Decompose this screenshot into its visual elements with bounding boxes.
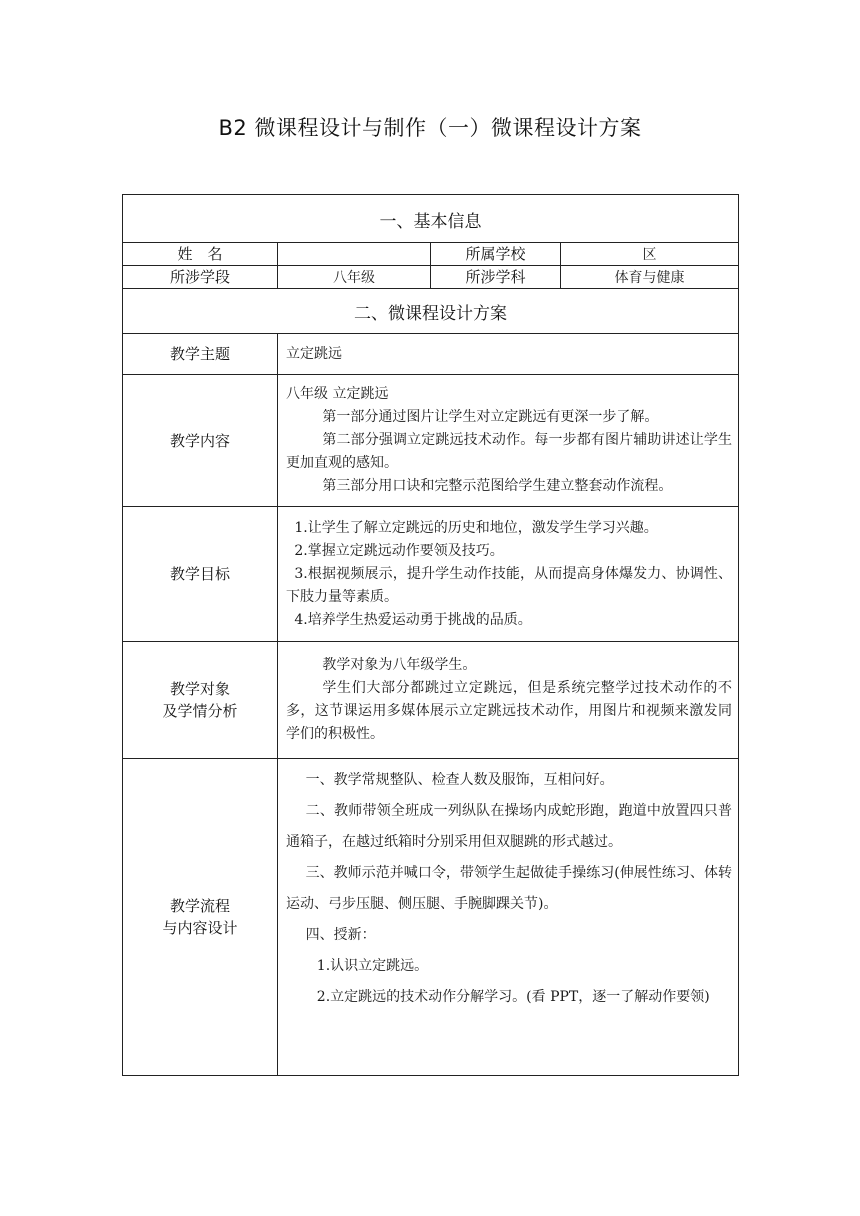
process-line: 2.立定跳远的技术动作分解学习。(看 PPT，逐一了解动作要领) <box>316 989 710 1005</box>
process-cell <box>278 759 739 1076</box>
goals-cell <box>278 507 739 642</box>
stage-subject-row <box>123 266 739 289</box>
section1-heading: 一、基本信息 <box>123 195 739 243</box>
document-title: B2 微课程设计与制作（一）微课程设计方案 <box>218 116 642 140</box>
content-row <box>123 375 739 507</box>
audience-label-line2: 及学情分析 <box>162 702 238 720</box>
process-line: 二、教师带领全班成一列纵队在操场内成蛇形跑，跑道中放置四只普通箱子，在越过纸箱时分别采用但双腿跳的形式越过。 <box>286 803 732 850</box>
audience-label <box>123 642 278 759</box>
goal-item: 4.培养学生热爱运动勇于挑战的品质。 <box>294 611 532 628</box>
section1-heading-row <box>123 195 739 243</box>
content-line: 八年级 立定跳远 <box>286 386 389 402</box>
subject-value: 体育与健康 <box>561 266 739 289</box>
topic-value-cell <box>278 334 739 375</box>
topic-row <box>123 334 739 375</box>
content-line: 第二部分强调立定跳远技术动作。每一步都有图片辅助讲述让学生更加直观的感知。 <box>286 432 732 471</box>
process-line: 一、教学常规整队、检查人数及服饰，互相问好。 <box>305 772 614 788</box>
school-label: 所属学校 <box>431 243 561 266</box>
process-label <box>123 759 278 1076</box>
content-line: 第一部分通过图片让学生对立定跳远有更深一步了解。 <box>322 409 659 425</box>
process-row <box>123 759 739 1076</box>
name-label: 姓 名 <box>123 243 278 266</box>
audience-line: 学生们大部分都跳过立定跳远，但是系统完整学过技术动作的不多，这节课运用多媒体展示立定跳远技术动作，用图片和视频来激发同学们的积极性。 <box>286 680 732 742</box>
process-line: 四、授新： <box>305 927 376 943</box>
subject-label: 所涉学科 <box>431 266 561 289</box>
design-form-table <box>122 194 739 1076</box>
section2-heading: 二、微课程设计方案 <box>123 289 739 334</box>
content-line: 第三部分用口诀和完整示范图给学生建立整套动作流程。 <box>322 478 673 494</box>
goal-item: 2.掌握立定跳远动作要领及技巧。 <box>294 542 504 559</box>
school-value: 区 <box>561 243 739 266</box>
stage-label: 所涉学段 <box>123 266 278 289</box>
goals-row <box>123 507 739 642</box>
name-value <box>278 243 431 266</box>
audience-label-line1: 教学对象 <box>169 680 230 698</box>
content-label: 教学内容 <box>123 375 278 507</box>
audience-cell <box>278 642 739 759</box>
topic-value: 立定跳远 <box>286 345 342 362</box>
process-label-line2: 与内容设计 <box>162 919 238 937</box>
goals-label: 教学目标 <box>123 507 278 642</box>
audience-line: 教学对象为八年级学生。 <box>322 657 477 673</box>
content-cell <box>278 375 739 507</box>
process-line: 1.认识立定跳远。 <box>316 958 429 974</box>
goal-item: 1.让学生了解立定跳远的历史和地位，激发学生学习兴趣。 <box>294 519 658 536</box>
goal-item: 3.根据视频展示，提升学生动作技能，从而提高身体爆发力、协调性、下肢力量等素质。 <box>286 565 732 605</box>
audience-row <box>123 642 739 759</box>
name-school-row <box>123 243 739 266</box>
topic-label: 教学主题 <box>123 334 278 375</box>
stage-value: 八年级 <box>278 266 431 289</box>
section2-heading-row <box>123 289 739 334</box>
process-label-line1: 教学流程 <box>169 897 230 915</box>
process-line: 三、教师示范并喊口令，带领学生起做徒手操练习(伸展性练习、体转运动、弓步压腿、侧压腿、手腕脚踝关节)。 <box>286 865 732 912</box>
